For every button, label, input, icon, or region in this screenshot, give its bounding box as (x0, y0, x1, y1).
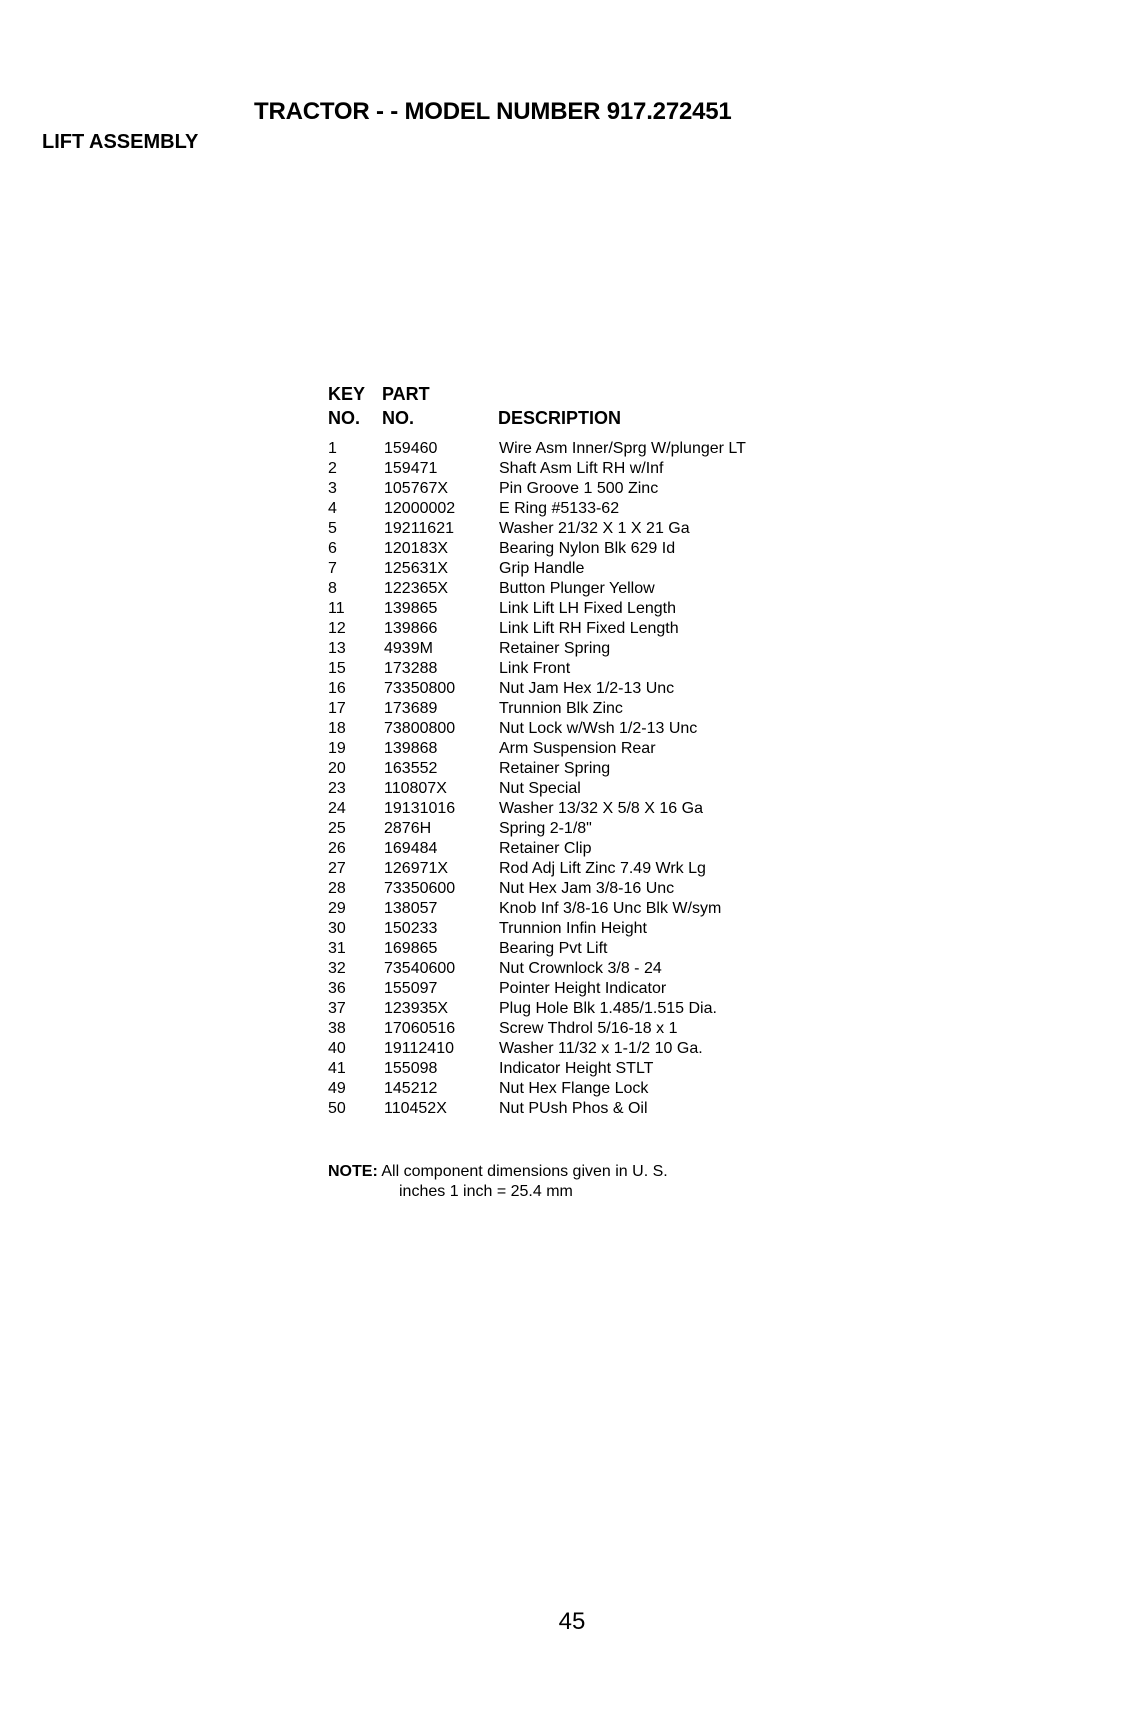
description-cell: Washer 21/32 X 1 X 21 Ga (499, 520, 690, 537)
description-cell: E Ring #5133-62 (499, 500, 620, 517)
key-cell: 29 (328, 900, 346, 917)
table-row (328, 919, 888, 939)
table-row (328, 439, 888, 459)
table-row (328, 639, 888, 659)
key-cell: 27 (328, 860, 346, 877)
header-part-line1: PART (382, 384, 430, 404)
part-number-cell: 19112410 (384, 1040, 454, 1057)
part-number-cell: 73350800 (384, 680, 456, 697)
key-cell: 49 (328, 1080, 346, 1097)
description-cell: Spring 2-1/8" (499, 820, 592, 837)
description-cell: Retainer Spring (499, 760, 611, 777)
description-cell: Nut Hex Jam 3/8-16 Unc (499, 880, 675, 897)
description-cell: Retainer Spring (499, 640, 611, 657)
description-cell: Bearing Nylon Blk 629 Id (499, 540, 676, 557)
table-row (328, 659, 888, 679)
table-row (328, 539, 888, 559)
table-row (328, 979, 888, 999)
description-cell: Washer 13/32 X 5/8 X 16 Ga (499, 800, 703, 817)
key-cell: 8 (328, 580, 337, 597)
part-number-cell: 110807X (384, 780, 447, 797)
table-row (328, 479, 888, 499)
part-number-cell: 163552 (384, 760, 438, 777)
table-row (328, 1079, 888, 1099)
part-number-cell: 4939M (384, 640, 433, 657)
table-row (328, 679, 888, 699)
key-cell: 30 (328, 920, 346, 937)
part-number-cell: 139868 (384, 740, 438, 757)
description-cell: Shaft Asm Lift RH w/Inf (499, 460, 664, 477)
note (328, 1162, 668, 1202)
header-key-line2: NO. (328, 408, 361, 428)
description-cell: Indicator Height STLT (499, 1060, 654, 1077)
header-part-line2: NO. (382, 408, 415, 428)
table-row (328, 759, 888, 779)
description-cell: Rod Adj Lift Zinc 7.49 Wrk Lg (499, 860, 706, 877)
key-cell: 4 (328, 500, 337, 517)
note-label: NOTE: (328, 1163, 378, 1180)
part-number-cell: 169865 (384, 940, 438, 957)
part-number-cell: 12000002 (384, 500, 456, 517)
part-number-cell: 123935X (384, 1000, 449, 1017)
part-number-cell: 139866 (384, 620, 438, 637)
key-cell: 50 (328, 1100, 346, 1117)
part-number-cell: 150233 (384, 920, 438, 937)
key-cell: 7 (328, 560, 337, 577)
key-cell: 25 (328, 820, 346, 837)
header-key-line1: KEY (328, 384, 366, 404)
part-number-cell: 126971X (384, 860, 449, 877)
description-cell: Link Lift LH Fixed Length (499, 600, 676, 617)
key-cell: 41 (328, 1060, 346, 1077)
description-cell: Link Front (499, 660, 571, 677)
part-number-cell: 139865 (384, 600, 438, 617)
table-row (328, 879, 888, 899)
key-cell: 2 (328, 460, 337, 477)
table-row (328, 839, 888, 859)
table-row (328, 779, 888, 799)
key-cell: 13 (328, 640, 346, 657)
description-cell: Nut Hex Flange Lock (499, 1080, 649, 1097)
description-cell: Washer 11/32 x 1-1/2 10 Ga. (499, 1040, 703, 1057)
table-row (328, 899, 888, 919)
description-cell: Trunnion Infin Height (499, 920, 647, 937)
part-number-cell: 138057 (384, 900, 438, 917)
part-number-cell: 122365X (384, 580, 449, 597)
part-number-cell: 173689 (384, 700, 438, 717)
description-cell: Screw Thdrol 5/16-18 x 1 (499, 1020, 678, 1037)
part-number-cell: 73540600 (384, 960, 456, 977)
part-number-cell: 2876H (384, 820, 432, 837)
table-row (328, 739, 888, 759)
description-cell: Knob Inf 3/8-16 Unc Blk W/sym (499, 900, 722, 917)
description-cell: Pin Groove 1 500 Zinc (499, 480, 659, 497)
table-row (328, 459, 888, 479)
part-number-cell: 19131016 (384, 800, 456, 817)
table-row (328, 519, 888, 539)
page-number: 45 (558, 1608, 586, 1635)
part-number-cell: 173288 (384, 660, 438, 677)
part-number-cell: 159471 (384, 460, 438, 477)
table-row (328, 559, 888, 579)
key-cell: 6 (328, 540, 337, 557)
key-cell: 36 (328, 980, 346, 997)
description-cell: Nut Special (499, 780, 581, 797)
table-row (328, 1039, 888, 1059)
part-number-cell: 17060516 (384, 1020, 456, 1037)
note-line2: inches 1 inch = 25.4 mm (399, 1183, 573, 1200)
key-cell: 32 (328, 960, 346, 977)
description-cell: Arm Suspension Rear (499, 740, 656, 757)
description-cell: Grip Handle (499, 560, 585, 577)
key-cell: 40 (328, 1040, 346, 1057)
key-cell: 38 (328, 1020, 346, 1037)
key-cell: 28 (328, 880, 346, 897)
table-row (328, 1019, 888, 1039)
table-row (328, 1059, 888, 1079)
part-number-cell: 110452X (384, 1100, 447, 1117)
part-number-cell: 155097 (384, 980, 438, 997)
table-row (328, 599, 888, 619)
description-cell: Nut Crownlock 3/8 - 24 (499, 960, 662, 977)
table-row (328, 799, 888, 819)
description-cell: Trunnion Blk Zinc (499, 700, 623, 717)
table-row (328, 719, 888, 739)
table-row (328, 579, 888, 599)
key-cell: 15 (328, 660, 346, 677)
key-cell: 37 (328, 1000, 346, 1017)
page-title: TRACTOR - - MODEL NUMBER 917.272451 (254, 98, 732, 125)
table-row (328, 1099, 888, 1119)
key-cell: 18 (328, 720, 346, 737)
note-line1: All component dimensions given in U. S. (381, 1163, 668, 1180)
key-cell: 26 (328, 840, 346, 857)
part-number-cell: 159460 (384, 440, 438, 457)
part-number-cell: 120183X (384, 540, 449, 557)
key-cell: 11 (328, 600, 345, 617)
description-cell: Wire Asm Inner/Sprg W/plunger LT (499, 440, 746, 457)
key-cell: 16 (328, 680, 346, 697)
parts-rows (328, 439, 888, 1119)
description-cell: Button Plunger Yellow (499, 580, 655, 597)
description-cell: Nut Lock w/Wsh 1/2-13 Unc (499, 720, 698, 737)
part-number-cell: 105767X (384, 480, 449, 497)
key-cell: 19 (328, 740, 346, 757)
key-cell: 31 (328, 940, 346, 957)
part-number-cell: 73800800 (384, 720, 456, 737)
table-row (328, 859, 888, 879)
description-cell: Nut PUsh Phos & Oil (499, 1100, 648, 1117)
part-number-cell: 19211621 (384, 520, 454, 537)
description-cell: Bearing Pvt Lift (499, 940, 608, 957)
description-cell: Nut Jam Hex 1/2-13 Unc (499, 680, 675, 697)
table-row (328, 939, 888, 959)
key-cell: 3 (328, 480, 337, 497)
key-cell: 20 (328, 760, 346, 777)
key-cell: 1 (328, 440, 337, 457)
table-row (328, 819, 888, 839)
table-row (328, 499, 888, 519)
key-cell: 17 (328, 700, 346, 717)
table-row (328, 959, 888, 979)
key-cell: 24 (328, 800, 346, 817)
part-number-cell: 155098 (384, 1060, 438, 1077)
description-cell: Retainer Clip (499, 840, 592, 857)
part-number-cell: 73350600 (384, 880, 456, 897)
table-row (328, 999, 888, 1019)
table-row (328, 619, 888, 639)
key-cell: 12 (328, 620, 346, 637)
key-cell: 5 (328, 520, 337, 537)
key-cell: 23 (328, 780, 346, 797)
part-number-cell: 169484 (384, 840, 438, 857)
description-cell: Plug Hole Blk 1.485/1.515 Dia. (499, 1000, 717, 1017)
section-title: LIFT ASSEMBLY (42, 131, 199, 153)
header-description: DESCRIPTION (498, 408, 622, 428)
description-cell: Link Lift RH Fixed Length (499, 620, 679, 637)
part-number-cell: 125631X (384, 560, 449, 577)
description-cell: Pointer Height Indicator (499, 980, 667, 997)
part-number-cell: 145212 (384, 1080, 438, 1097)
table-row (328, 699, 888, 719)
